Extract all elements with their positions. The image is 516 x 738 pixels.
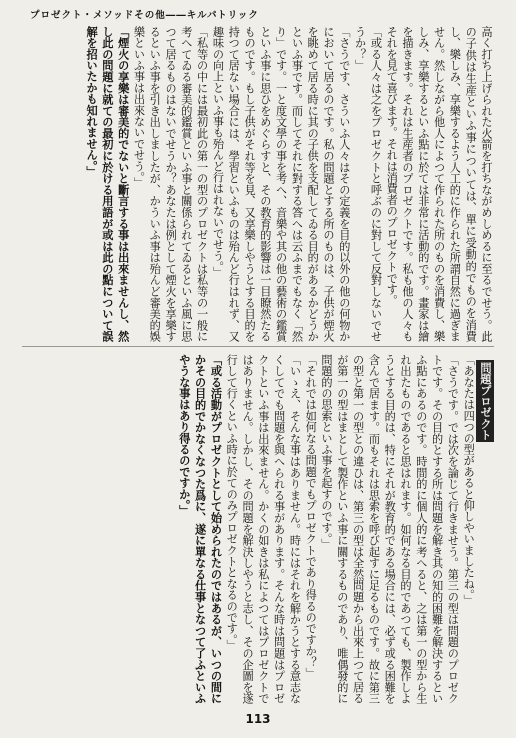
paragraph: 「或る人々は之をプロゼクトと呼ぶのに對して反對しないでせうか？」 — [353, 26, 383, 342]
paragraph: 「或る活動がプロゼクトとして始められたのではあるが、いつの間にかその目的でかなくなつた爲に、遂に單なる仕事となつて了ふといふやうな事はあり得るのですか。」 — [177, 354, 224, 704]
paragraph: 「いゝえ、そんな事はありません。時にはそれを解かうとする意志なくしてでも問題を與へられる事があります。そんな時は問題はプロゼクトといふ事は出來ません。かくの如きは私によつてはプロゼクトではありません。しかし、その問題を解決しやうと志し、その企圖を遂行して行くといふ時に於てのみプロゼクトとなるのです。」 — [225, 354, 302, 704]
paragraph: 「さうです、さういふ人々はその定義を目的以外の他の何物かにおいて居るのです。私の問題とする所のものは、子供が煙火を眺めて居る時に其の子供を支配してゐる目的があるかどうかといふ事です。而してそれに對する答へは云ふまでもなく「然り」です。一と度文學の事を考へ、音樂や其の他の藝術の鑑賞といふ事に思ひをめぐらすと、その教育的影響は一目瞭然たるものです。もし子供がそれ等を見、又享樂しやうとする目的を持つて居ない場合には、學習といふものは殆んど行はれず、又趣味の向上といふ事も殆んど行はれないでせう。」 — [211, 26, 351, 342]
paragraph: 「煙火の享樂は審美的でないと斷言する事は出來ませんし、然し此の問題に就ての最初に於ける用語が或は此の點について誤解を招いたかも知れません。」 — [85, 26, 131, 342]
lower-text-block — [22, 354, 494, 704]
column-divider — [22, 346, 494, 347]
paragraph: 「私等の中には最初此の第一の型のプロゼクトは私等の一般に考へてゐる審美的鑑賞といふ事と關係られてゐるといふ風に思つて居るものはないでせうか？あなたは例として煙火を享樂するといふ事を引き出しましたが、かういふ事は殆んど審美的娛樂といふ事は出來ないでせう。」 — [132, 26, 209, 342]
paragraph: 「さうです。では次を論じて行きませう。第三の型は問題のプロゼクトです。その目的とする所は問題を解き其の知的困難を解決するといふ點にあるのです。時間的に個人的に考へると、之は第一の型から生れ出たものであると思はれます。如何なる目的であつても、製作しようとする目的は、特にそれが教育的である場合には、必ず或る困難を含んで居ます。而もそれは思索を呼び起すに足るものです。故に第三の型と第一の型との違ひは、第三の型は全然問題から出來上つて居るが第一の型はまとして製作といふ事に關するものであり、唯偶發的に問題的の思索といふ事を起すのです。」 — [320, 354, 460, 704]
paragraph: 「あなたは四つの型があると仰しやいましたね。」 — [462, 354, 476, 606]
paragraph: 高く打ち上げられた火箭を打ちながめしめるに至るでせう。此の子供は生産といふ事については、單に受動的でものを消費し、樂しみ、享樂するよう人工的に作られた所謂自然に過ぎません。然しながら他人によつて作られた所のものを消費し、樂しみ、享樂するといふ點に於ては非常に活動的です。畫家は繪を描きます。それは生産者のプロゼクトです。私も他の人々もそれを見て喜びます。それは消費者のプロゼクトです。 — [385, 26, 493, 342]
section-heading: 問題プロゼクト — [476, 360, 494, 442]
paragraph: 「それでは如何なる問題でもプロゼクトであり得るのですか？」 — [304, 354, 318, 679]
upper-text-block — [22, 26, 494, 342]
running-head: プロゼクト・メソッドその他――キルパトリック — [30, 10, 259, 21]
page-number: 113 — [245, 712, 271, 726]
